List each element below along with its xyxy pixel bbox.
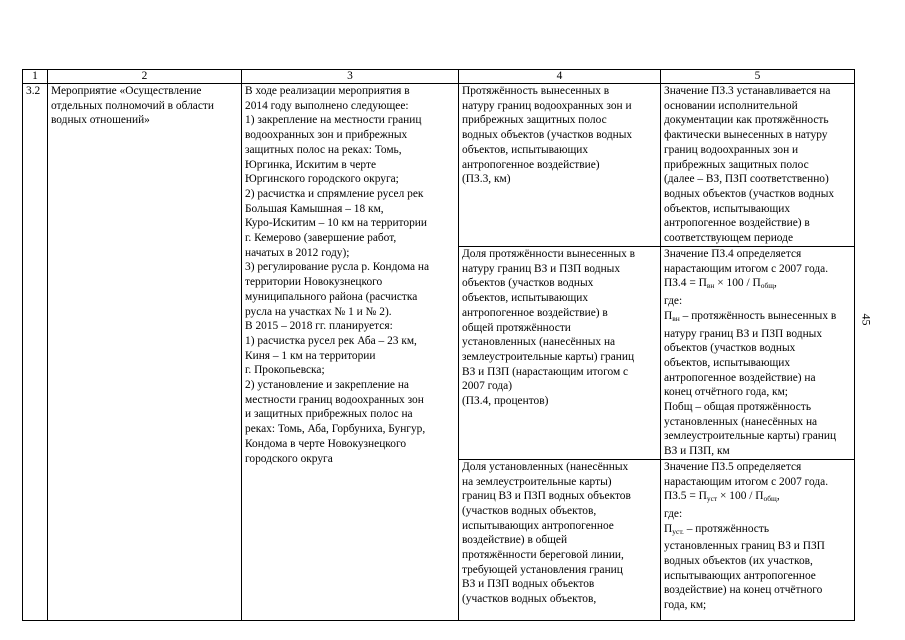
table-row — [23, 84, 855, 247]
header-cell: 5 — [661, 70, 855, 84]
description-cell: В ходе реализации мероприятия в 2014 году выполнено следующее: 1) закрепление на местности границ водоохранных зон и прибрежных защитных полос на реках: Томь, Юргинка, Искитим в черте Юргинского городского округа; 2) расчистка и спрямление русел рек Большая Камышная – 18 км, Куро-Искитим – 10 км на территории г. Кемерово (завершение работ, начатых в 2012 году); 3) регулирование русла р. Кондома на территории Новокузнецкого муниципального района (расчистка русла на участках № 1 и № 2). В 2015 – 2018 гг. планируется: 1) расчистка русел рек Аба – 23 км, Киня – 1 км на территории г. Прокопьевска; 2) установление и закрепление на местности границ водоохранных зон и защитных прибрежных полос на реках: Томь, Аба, Горбуниха, Бунгур, Кондома в черте Новокузнецкого городского округа — [242, 84, 459, 621]
formula-intro: Значение ПЗ.4 определяется нарастающим итогом с 2007 года. — [664, 248, 829, 275]
indicators-table — [22, 69, 855, 621]
indicator-formula-cell: Значение ПЗ.3 устанавливается на основании исполнительной документации как протяжённость фактически вынесенных в натуру границ водоохранных зон и прибрежных защитных полос (далее – ВЗ, ПЗП соответственно) водных объектов (участков водных объектов, испытывающих антропогенное воздействие) в соответствующем периоде — [661, 84, 855, 247]
header-cell: 4 — [459, 70, 661, 84]
indicator-name-cell: Доля протяжённости вынесенных в натуру границ ВЗ и ПЗП водных объектов (участков водных объектов, испытывающих антропогенное воздействие) в общей протяжённости установленных (нанесённых на землеустроительные карты) границ ВЗ и ПЗП (нарастающим итогом с 2007 года) (ПЗ.4, процентов) — [459, 247, 661, 460]
header-cell: 3 — [242, 70, 459, 84]
formula-intro: Значение ПЗ.5 определяется нарастающим итогом с 2007 года. — [664, 460, 829, 488]
page-number: 45 — [859, 313, 874, 326]
header-row — [23, 70, 855, 84]
indicator-name-cell: Протяжённость вынесенных в натуру границ водоохранных зон и прибрежных защитных полос водных объектов (участков водных объектов, испытывающих антропогенное воздействие) (ПЗ.3, км) — [459, 84, 661, 247]
row-number-cell: 3.2 — [23, 84, 48, 621]
formula-equation: $ПЗ.5 = П_{уст} \times 100 / П_{общ}$, — [664, 490, 780, 504]
indicator-formula-cell: Значение ПЗ.5 определяется нарастающим итогом с 2007 года. $ПЗ.5 = П_{уст} \times 100 / П_{общ}$, где: $П_{уст.}$ – протяжённость установленных границ ВЗ и ПЗП водных объектов (их участков, испытывающих антропогенное воздействие) на конец отчётного года, км; — [661, 459, 855, 620]
header-cell: 1 — [23, 70, 48, 84]
formula-legend: – протяжённость вынесенных в натуру границ ВЗ и ПЗП водных объектов (участков водных объектов, испытывающих антропогенное воздействие) на конец отчётного года, км; Побщ – общая протяжённость установленных (нанесённых на землеустроительные карты) границ ВЗ и ПЗП, км — [664, 309, 837, 458]
indicator-formula-cell: Значение ПЗ.4 определяется нарастающим итогом с 2007 года. $ПЗ.4 = П_{вн} \times 100 / П_{общ}$, где: $П_{вн}$ – протяжённость вынесенных в натуру границ ВЗ и ПЗП водных объектов (участков водных объектов, испытывающих антропогенное воздействие) на конец отчётного года, км; Побщ – общая протяжённость установленных (нанесённых на землеустроительные карты) границ ВЗ и ПЗП, км — [661, 247, 855, 460]
formula-legend: – протяжённость установленных границ ВЗ и ПЗП водных объектов (их участков, испытывающих антропогенное воздействие) на конец отчётного года, км; — [664, 522, 825, 612]
event-cell: Мероприятие «Осуществление отдельных полномочий в области водных отношений» — [48, 84, 242, 621]
formula-equation: $ПЗ.4 = П_{вн} \times 100 / П_{общ}$, — [664, 277, 777, 291]
indicator-name-cell: Доля установленных (нанесённых на землеустроительные карты) границ ВЗ и ПЗП водных объектов (участков водных объектов, испытывающих антропогенное воздействие) в общей протяжённости береговой линии, требующей установления границ ВЗ и ПЗП водных объектов (участков водных объектов, — [459, 459, 661, 620]
header-cell: 2 — [48, 70, 242, 84]
